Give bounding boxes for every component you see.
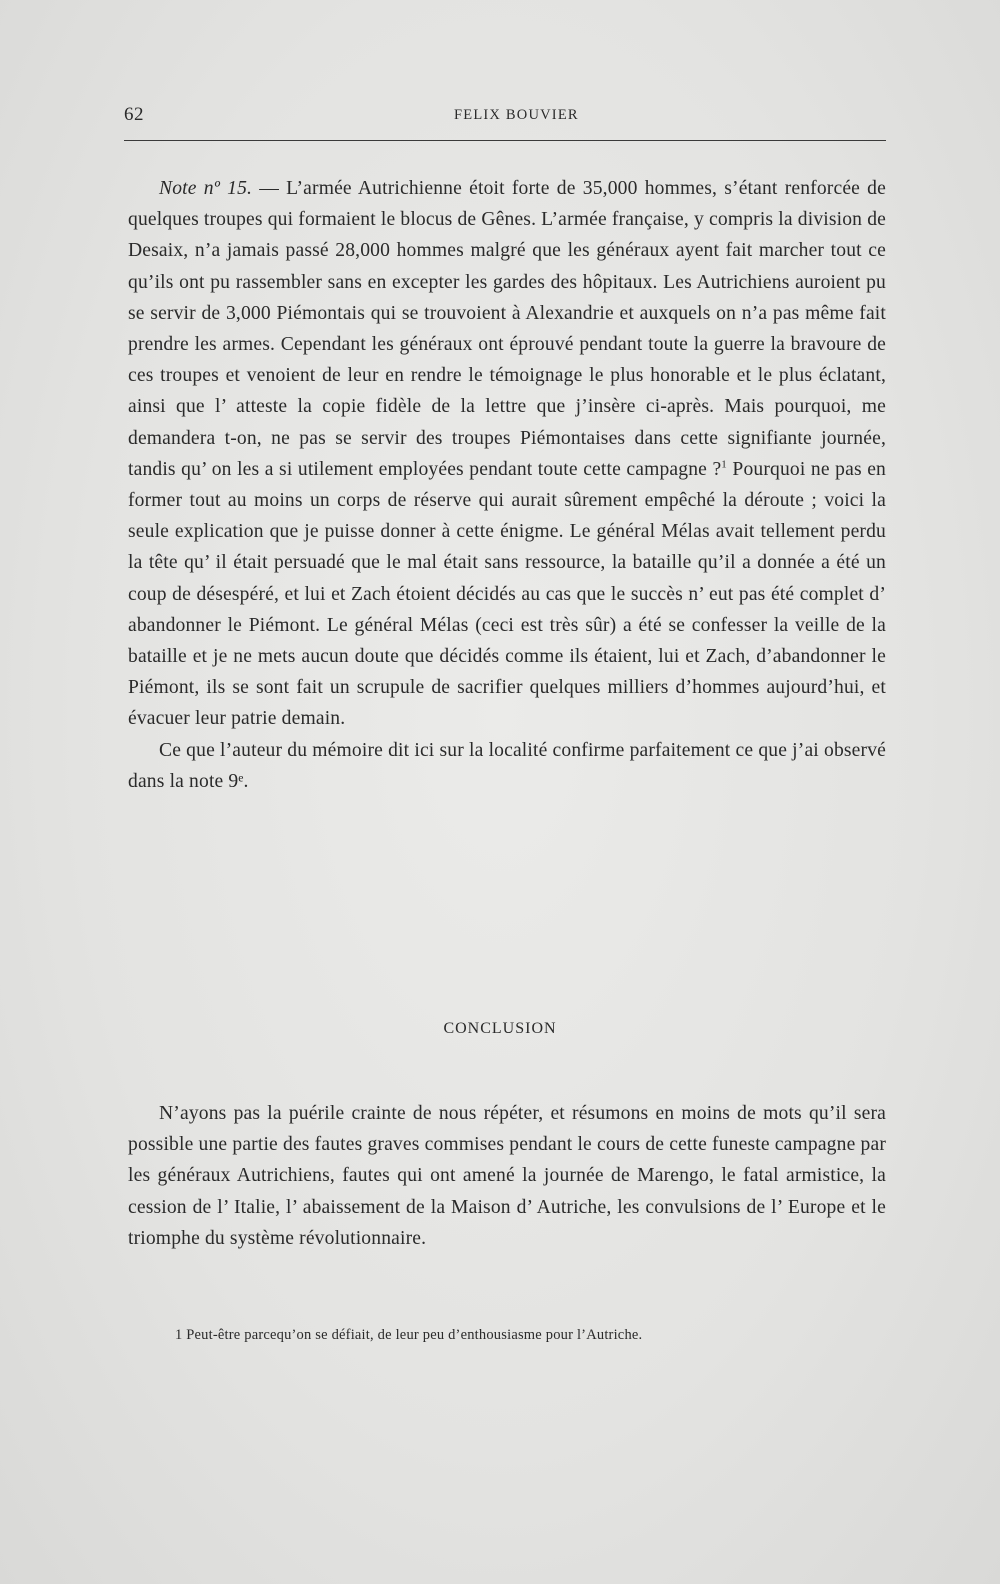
footnote [175, 1325, 875, 1345]
note-paragraph-2: Ce que l’auteur du mémoire dit ici sur la localité confirme parfaitement ce que j’ai observé dans la note 9ᵉ. [128, 739, 886, 792]
note-label: Note nº 15. [159, 178, 253, 199]
note-text-part1: — L’armée Autrichienne étoit forte de 35,000 hommes, s’étant renforcée de quelques troupes qui formaient le blocus de Gênes. L’armée française, y compris la division de Desaix, n’a jamais passé 28,000 hommes malgré que les généraux ayent fait marcher tout ce qu’ils ont pu rassembler sans en excepter les gardes des hôpitaux. Les Autrichiens auroient pu se servir de 3,000 Piémontais qui se trouvoient à Alexandrie et auxquels on n’a pas même fait prendre les armes. Cependant les généraux ont éprouvé pendant toute la guerre la bravoure de ces troupes et venoient de leur en rendre le témoignage le plus honorable et le plus éclatant, ainsi que l’ atteste la copie fidèle de la lettre que j’insère ci-après. Mais pourquoi, me demandera t-on, ne pas se servir des troupes Piémontaises dans cette signifiante journée, tandis qu’ on les a si utilement employées pendant toute cette campagne ? [128, 178, 886, 480]
conclusion-paragraph: N’ayons pas la puérile crainte de nous répéter, et résumons en moins de mots qu’il sera possible une partie des fautes graves commises pendant le cours de cette funeste campagne par les généraux Autrichiens, fautes qui ont amené la journée de Marengo, le fatal armistice, la cession de l’ Italie, l’ abaissement de la Maison d’ Autriche, les convulsions de l’ Europe et le triomphe du système révolutionnaire. [128, 1103, 886, 1249]
note-text-part2: Pourquoi ne pas en former tout au moins un corps de réserve qui aurait sûrement empêché la déroute ; voici la seule explication que je puisse donner à cette énigme. Le général Mélas avait tellement perdu la tête qu’ il était persuadé que le mal était sans ressource, la bataille qu’il a donnée a été un coup de désespéré, et lui et Zach étoient décidés au cas que le succès n’ eut pas été complet d’ abandonner le Piémont. Le général Mélas (ceci est très sûr) a été se confesser la veille de la bataille et je ne mets aucun doute que décidés comme ils étaient, lui et Zach, d’abandonner le Piémont, ils se sont fait un scrupule de sacrifier quelques milliers d’hommes aujourd’hui, et évacuer leur patrie demain. [128, 458, 886, 730]
note-section [128, 173, 886, 797]
page-number: 62 [124, 104, 144, 125]
footnote-number: 1 [175, 1327, 183, 1343]
running-head [124, 104, 886, 128]
running-title: FELIX BOUVIER [454, 107, 579, 123]
note-paragraph [128, 173, 886, 735]
conclusion-section [128, 1098, 886, 1254]
footnote-reference: 1 [721, 458, 727, 471]
footnote-text: Peut-être parcequ’on se défiait, de leur peu d’enthousiasme pour l’Autriche. [182, 1327, 643, 1343]
conclusion-heading: CONCLUSION [443, 1020, 557, 1037]
header-rule [124, 140, 886, 141]
